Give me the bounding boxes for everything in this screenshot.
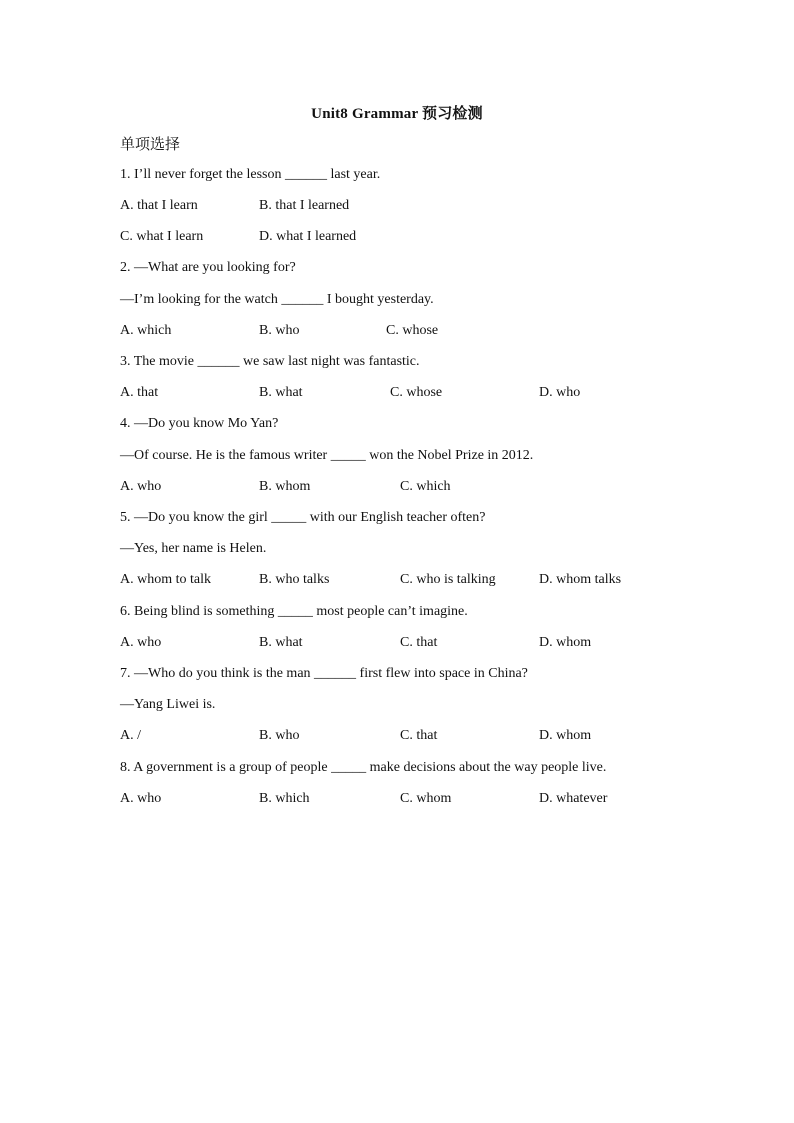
question-2-stem: 2. —What are you looking for? — [120, 260, 296, 275]
question-2-option-a: A. which — [120, 323, 172, 338]
question-3-option-b: B. what — [259, 385, 303, 400]
question-7-option-a: A. / — [120, 728, 141, 743]
question-6-option-b: B. what — [259, 635, 303, 650]
section-heading: 单项选择 — [120, 137, 181, 153]
question-7-stem: 7. —Who do you think is the man ______ first flew into space in China? — [120, 666, 528, 681]
question-8-option-b: B. which — [259, 791, 310, 806]
question-6-option-d: D. whom — [539, 635, 592, 650]
question-1-option-a: A. that I learn — [120, 198, 198, 213]
question-5-option-c: C. who is talking — [400, 572, 496, 587]
question-1-option-d: D. what I learned — [259, 229, 357, 244]
question-8-option-a: A. who — [120, 791, 162, 806]
question-3-option-c: C. whose — [390, 385, 443, 400]
question-4-option-c: C. which — [400, 479, 451, 494]
page-title: Unit8 Grammar 预习检测 — [311, 106, 483, 122]
question-7-option-d: D. whom — [539, 728, 592, 743]
question-4-option-b: B. whom — [259, 479, 311, 494]
question-5-option-a: A. whom to talk — [120, 572, 211, 587]
question-5-stem: 5. —Do you know the girl _____ with our English teacher often? — [120, 510, 486, 525]
question-8-stem: 8. A government is a group of people _____ make decisions about the way people live. — [120, 760, 607, 775]
question-4-stem: 4. —Do you know Mo Yan? — [120, 416, 279, 431]
question-8-option-c: C. whom — [400, 791, 452, 806]
question-4-response: —Of course. He is the famous writer _____ won the Nobel Prize in 2012. — [120, 448, 534, 463]
question-3-stem: 3. The movie ______ we saw last night was fantastic. — [120, 354, 420, 369]
question-5-option-d: D. whom talks — [539, 572, 622, 587]
question-5-option-b: B. who talks — [259, 572, 330, 587]
question-7-option-b: B. who — [259, 728, 300, 743]
question-2-option-b: B. who — [259, 323, 300, 338]
question-7-option-c: C. that — [400, 728, 438, 743]
question-2-response: —I’m looking for the watch ______ I bought yesterday. — [120, 292, 434, 307]
question-2-option-c: C. whose — [386, 323, 439, 338]
question-3-option-a: A. that — [120, 385, 159, 400]
question-1-option-c: C. what I learn — [120, 229, 204, 244]
question-4-option-a: A. who — [120, 479, 162, 494]
question-3-option-d: D. who — [539, 385, 581, 400]
question-7-response: —Yang Liwei is. — [120, 697, 216, 712]
question-5-response: —Yes, her name is Helen. — [120, 541, 267, 556]
question-6-option-a: A. who — [120, 635, 162, 650]
question-1-stem: 1. I’ll never forget the lesson ______ last year. — [120, 167, 381, 182]
question-1-option-b: B. that I learned — [259, 198, 350, 213]
question-6-option-c: C. that — [400, 635, 438, 650]
question-8-option-d: D. whatever — [539, 791, 608, 806]
question-6-stem: 6. Being blind is something _____ most people can’t imagine. — [120, 604, 468, 619]
